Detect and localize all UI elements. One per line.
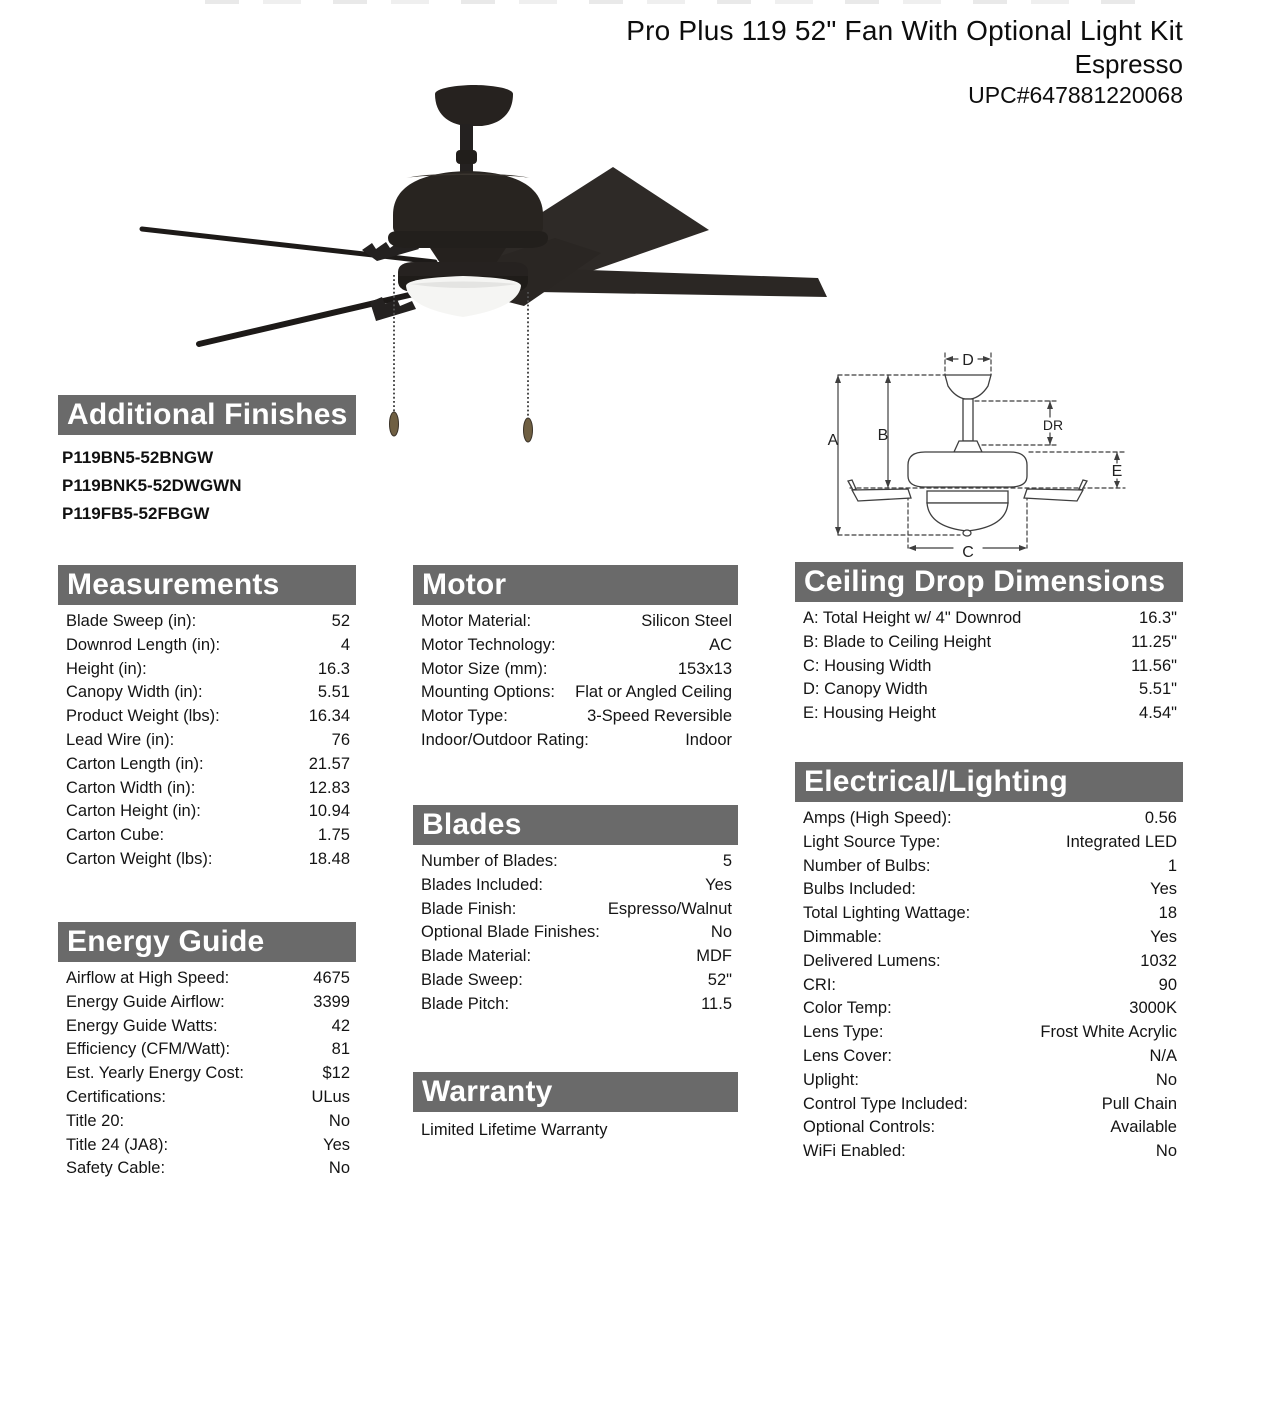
- dim-label-a: A: [827, 432, 839, 449]
- spec-value: 21.57: [308, 754, 350, 773]
- spec-label: Motor Technology:: [421, 635, 556, 654]
- spec-label: Motor Type:: [421, 707, 508, 726]
- spec-value: 11.5: [701, 994, 732, 1013]
- spec-value: 1032: [1140, 951, 1177, 970]
- section-warranty: [413, 1072, 738, 1142]
- spec-value: 52: [331, 612, 350, 630]
- spec-value: No: [328, 1111, 350, 1130]
- spec-value: 16.3": [1139, 609, 1177, 627]
- spec-value: 3399: [313, 992, 350, 1011]
- spec-row: [66, 1062, 350, 1086]
- spec-value: 10.94: [308, 802, 350, 821]
- spec-row: [66, 800, 350, 824]
- spec-label: Blade Sweep (in):: [66, 612, 197, 630]
- spec-label: Est. Yearly Energy Cost:: [66, 1064, 244, 1083]
- spec-value: Available: [1110, 1118, 1177, 1137]
- spec-row: [803, 1021, 1177, 1045]
- spec-label: Mounting Options:: [421, 683, 555, 702]
- section-header-electrical-lighting: Electrical/Lighting: [795, 762, 1183, 802]
- section-measurements: [58, 565, 356, 872]
- spec-label: Title 20:: [66, 1111, 125, 1130]
- section-ceiling-drop-dimensions: [795, 562, 1183, 726]
- section-header-measurements: Measurements: [58, 565, 356, 605]
- spec-value: Pull Chain: [1101, 1094, 1177, 1113]
- spec-value: No: [710, 923, 732, 942]
- section-energy-guide: [58, 922, 356, 1181]
- spec-label: Lead Wire (in):: [66, 730, 175, 749]
- spec-label: Motor Material:: [421, 612, 532, 630]
- spec-label: C: Housing Width: [803, 656, 932, 675]
- spec-row: [803, 974, 1177, 998]
- spec-row: [66, 824, 350, 848]
- spec-row: [421, 993, 732, 1017]
- spec-value: 0.56: [1144, 809, 1177, 827]
- spec-label: Color Temp:: [803, 999, 892, 1018]
- spec-value: 18: [1158, 904, 1177, 923]
- section-blades: [413, 805, 738, 1017]
- spec-row: [421, 898, 732, 922]
- spec-row: [66, 1110, 350, 1134]
- spec-row: [803, 1093, 1177, 1117]
- spec-row: [66, 991, 350, 1015]
- finish-model-number: P119BN5-52BNGW: [62, 448, 214, 467]
- section-motor: [413, 565, 738, 753]
- spec-row: [421, 681, 732, 705]
- spec-value: No: [1155, 1070, 1177, 1089]
- spec-row: [66, 610, 350, 634]
- spec-row: [803, 1045, 1177, 1069]
- section-header-motor: Motor: [413, 565, 738, 605]
- spec-value: 153x13: [677, 659, 732, 678]
- warranty-text: Limited Lifetime Warranty: [421, 1121, 608, 1139]
- fan-blade: [530, 268, 827, 297]
- spec-label: B: Blade to Ceiling Height: [803, 632, 992, 651]
- ceiling-drop-diagram: [825, 345, 1155, 565]
- spec-row: [803, 631, 1177, 655]
- section-header-blades: Blades: [413, 805, 738, 845]
- spec-label: Carton Cube:: [66, 826, 165, 845]
- light-kit: [398, 262, 528, 317]
- spec-label: Energy Guide Airflow:: [66, 992, 225, 1011]
- spec-value: No: [1155, 1142, 1177, 1161]
- finish-model-number: P119FB5-52FBGW: [62, 504, 210, 523]
- spec-label: WiFi Enabled:: [803, 1142, 906, 1161]
- spec-row: [421, 945, 732, 969]
- spec-label: Carton Width (in):: [66, 778, 196, 797]
- dim-label-b: B: [877, 427, 889, 444]
- spec-value: 81: [331, 1040, 350, 1059]
- spec-row: [66, 1038, 350, 1062]
- spec-label: Amps (High Speed):: [803, 809, 952, 827]
- spec-label: Efficiency (CFM/Watt):: [66, 1040, 231, 1059]
- spec-label: Dimmable:: [803, 927, 882, 946]
- dim-label-d: D: [962, 352, 974, 369]
- spec-value: No: [328, 1159, 350, 1178]
- spec-label: CRI:: [803, 975, 836, 994]
- spec-value: 90: [1158, 975, 1177, 994]
- spec-label: Blade Sweep:: [421, 970, 523, 989]
- spec-label: Uplight:: [803, 1070, 859, 1089]
- spec-label: Light Source Type:: [803, 832, 941, 851]
- spec-value: 52": [707, 970, 732, 989]
- spec-row: [803, 855, 1177, 879]
- spec-label: Carton Height (in):: [66, 802, 201, 821]
- spec-value: Silicon Steel: [641, 612, 732, 630]
- spec-label: E: Housing Height: [803, 704, 936, 723]
- spec-label: Motor Size (mm):: [421, 659, 548, 678]
- section-electrical-lighting: [795, 762, 1183, 1164]
- spec-value: 1.75: [317, 826, 350, 845]
- spec-row: [66, 848, 350, 872]
- spec-value: 16.34: [308, 707, 350, 726]
- spec-value: 3000K: [1129, 999, 1177, 1018]
- spec-row: [803, 807, 1177, 831]
- spec-row: [803, 878, 1177, 902]
- finish-name: Espresso: [1074, 49, 1183, 79]
- cropped-text-artifact: [205, 0, 1150, 4]
- spec-value: 76: [331, 730, 350, 749]
- spec-value: Yes: [323, 1135, 350, 1154]
- spec-value: N/A: [1149, 1046, 1177, 1065]
- spec-row: [803, 678, 1177, 702]
- section-header-warranty: Warranty: [413, 1072, 738, 1112]
- spec-value: Yes: [705, 875, 732, 894]
- spec-row: [803, 1140, 1177, 1164]
- spec-value: Frost White Acrylic: [1040, 1023, 1177, 1042]
- section-header-energy-guide: Energy Guide: [58, 922, 356, 962]
- section-additional-finishes: [58, 395, 356, 528]
- spec-row: [421, 610, 732, 634]
- spec-row: [803, 997, 1177, 1021]
- spec-value: 4.54": [1139, 704, 1177, 723]
- spec-label: Certifications:: [66, 1087, 166, 1106]
- spec-label: Airflow at High Speed:: [66, 969, 230, 987]
- spec-row: [66, 1015, 350, 1039]
- spec-label: Indoor/Outdoor Rating:: [421, 730, 589, 749]
- spec-label: Safety Cable:: [66, 1159, 166, 1178]
- spec-value: 18.48: [308, 849, 350, 868]
- spec-row: [66, 705, 350, 729]
- spec-row: [803, 655, 1177, 679]
- spec-value: Yes: [1150, 927, 1177, 946]
- spec-label: Optional Controls:: [803, 1118, 936, 1137]
- spec-value: 5.51": [1139, 680, 1177, 699]
- spec-row: [66, 777, 350, 801]
- spec-row: [421, 634, 732, 658]
- finish-list: [58, 435, 356, 528]
- spec-label: Product Weight (lbs):: [66, 707, 220, 726]
- spec-row: [66, 658, 350, 682]
- spec-row: [803, 607, 1177, 631]
- spec-label: Bulbs Included:: [803, 880, 916, 899]
- spec-row: [66, 681, 350, 705]
- spec-row: [421, 969, 732, 993]
- page-title: Pro Plus 119 52" Fan With Optional Light Kit: [626, 15, 1183, 46]
- spec-value: Integrated LED: [1066, 832, 1177, 851]
- spec-value: 1: [1167, 856, 1177, 875]
- spec-row: [803, 1116, 1177, 1140]
- spec-value: 11.25": [1131, 632, 1177, 651]
- dim-label-dr: DR: [1042, 417, 1064, 433]
- spec-label: Blade Finish:: [421, 899, 517, 918]
- spec-value: 11.56": [1131, 656, 1177, 675]
- spec-value: ULus: [311, 1087, 350, 1106]
- spec-row: [421, 921, 732, 945]
- spec-row: [66, 1157, 350, 1181]
- spec-label: Blades Included:: [421, 875, 544, 894]
- spec-label: Number of Bulbs:: [803, 856, 931, 875]
- spec-row: [66, 967, 350, 991]
- spec-label: Delivered Lumens:: [803, 951, 941, 970]
- spec-value: 4675: [313, 969, 350, 987]
- spec-row: [803, 831, 1177, 855]
- spec-row: [803, 702, 1177, 726]
- spec-value: 4: [340, 635, 350, 654]
- spec-value: 12.83: [308, 778, 350, 797]
- finish-model-number: P119BNK5-52DWGWN: [62, 476, 242, 495]
- spec-row: [66, 753, 350, 777]
- spec-label: Canopy Width (in):: [66, 683, 203, 702]
- spec-value: Flat or Angled Ceiling: [575, 683, 732, 702]
- spec-label: Lens Type:: [803, 1023, 884, 1042]
- spec-value: 3-Speed Reversible: [587, 707, 732, 726]
- spec-label: Carton Weight (lbs):: [66, 849, 213, 868]
- spec-row: [803, 902, 1177, 926]
- spec-row: [66, 729, 350, 753]
- spec-label: Blade Pitch:: [421, 994, 510, 1013]
- spec-row: [66, 1134, 350, 1158]
- spec-row: [803, 926, 1177, 950]
- spec-label: Number of Blades:: [421, 852, 558, 870]
- spec-row: [421, 729, 732, 753]
- spec-label: Total Lighting Wattage:: [803, 904, 971, 923]
- spec-value: Espresso/Walnut: [607, 899, 732, 918]
- spec-label: Optional Blade Finishes:: [421, 923, 600, 942]
- spec-value: $12: [322, 1064, 350, 1083]
- spec-label: D: Canopy Width: [803, 680, 928, 699]
- spec-label: Downrod Length (in):: [66, 635, 221, 654]
- spec-row: [66, 634, 350, 658]
- section-header-ceiling-drop-dimensions: Ceiling Drop Dimensions: [795, 562, 1183, 602]
- spec-value: 42: [331, 1016, 350, 1035]
- spec-label: Title 24 (JA8):: [66, 1135, 169, 1154]
- spec-value: 5.51: [317, 683, 350, 702]
- section-header-additional-finishes: Additional Finishes: [58, 395, 356, 435]
- dim-label-e: E: [1111, 463, 1123, 480]
- spec-label: Control Type Included:: [803, 1094, 968, 1113]
- spec-value: AC: [709, 635, 732, 654]
- spec-label: Energy Guide Watts:: [66, 1016, 218, 1035]
- spec-value: MDF: [696, 947, 732, 966]
- dim-label-c: C: [962, 544, 974, 561]
- spec-label: Carton Length (in):: [66, 754, 204, 773]
- spec-row: [803, 950, 1177, 974]
- spec-value: Indoor: [685, 730, 732, 749]
- spec-value: Yes: [1150, 880, 1177, 899]
- spec-row: [66, 1086, 350, 1110]
- spec-row: [421, 658, 732, 682]
- upc-code: UPC#647881220068: [968, 82, 1183, 108]
- spec-label: A: Total Height w/ 4" Downrod: [803, 609, 1022, 627]
- spec-value: 5: [722, 852, 732, 870]
- spec-value: 16.3: [317, 659, 350, 678]
- spec-row: [421, 850, 732, 874]
- pull-chain: [524, 292, 533, 442]
- spec-label: Height (in):: [66, 659, 147, 678]
- spec-row: [421, 705, 732, 729]
- spec-label: Blade Material:: [421, 947, 532, 966]
- spec-row: [421, 874, 732, 898]
- fan-canopy: [435, 85, 513, 126]
- spec-row: [803, 1069, 1177, 1093]
- spec-label: Lens Cover:: [803, 1046, 892, 1065]
